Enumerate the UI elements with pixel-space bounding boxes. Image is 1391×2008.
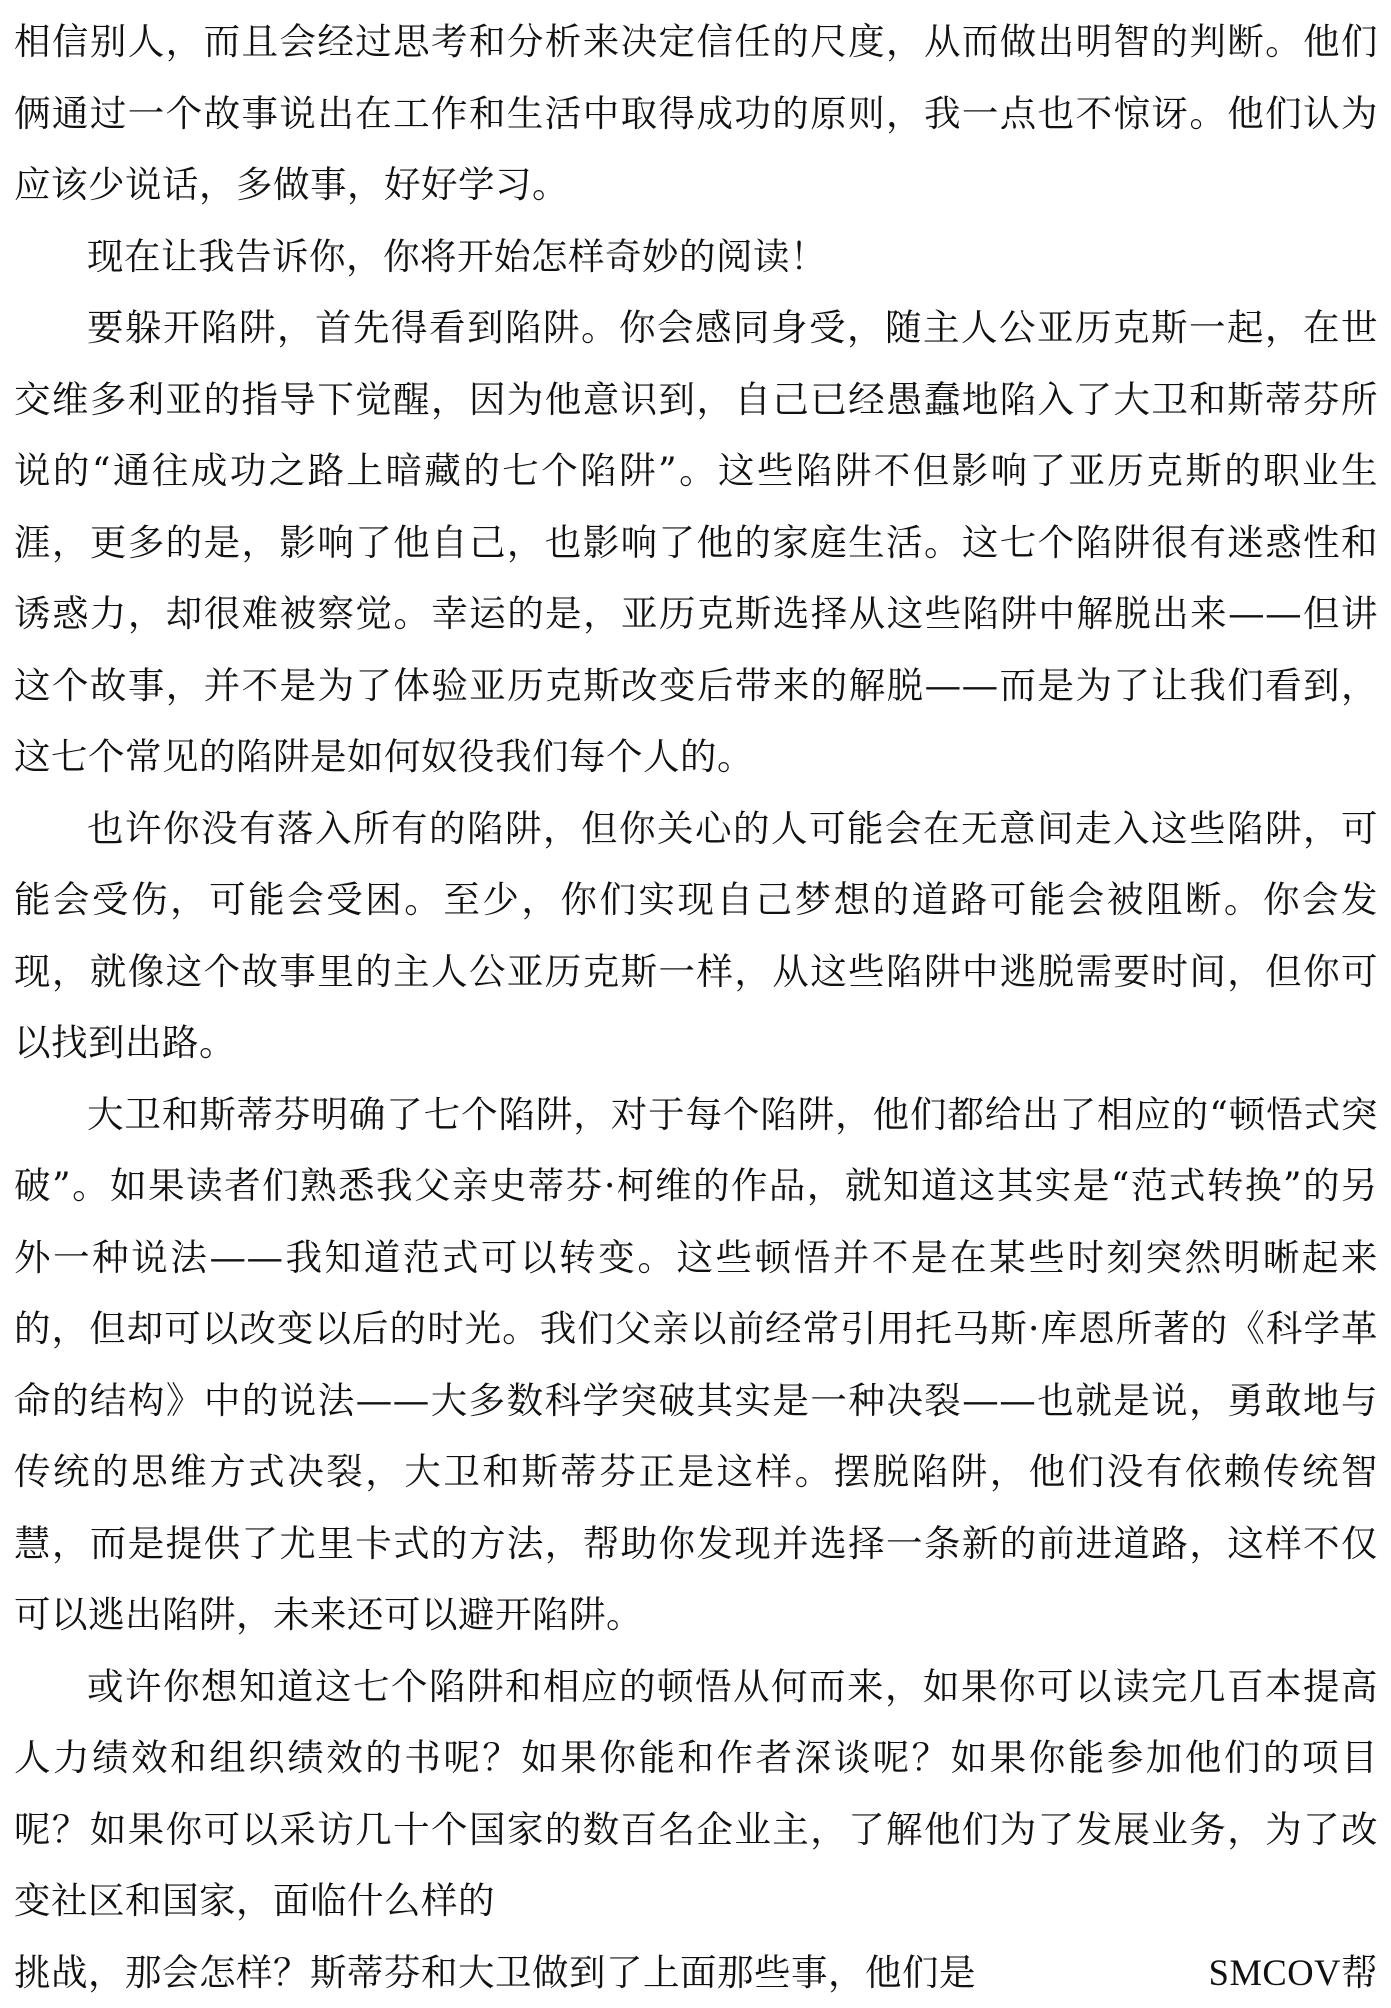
document-page [14,6,1378,2008]
paragraph-5: 大卫和斯蒂芬明确了七个陷阱，对于每个陷阱，他们都给出了相应的“顿悟式突破”。如果读者们熟悉我父亲史蒂芬·柯维的作品，就知道这其实是“范式转换”的另外一种说法——我知道范式可以转变。这些顿悟并不是在某些时刻突然明晰起来的，但却可以改变以后的时光。我们父亲以前经常引用托马斯·库恩所著的《科学革命的结构》中的说法——大多数科学突破其实是一种决裂——也就是说，勇敢地与传统的思维方式决裂，大卫和斯蒂芬正是这样。摆脱陷阱，他们没有依赖传统智慧，而是提供了尤里卡式的方法，帮助你发现并选择一条新的前进道路，这样不仅可以逃出陷阱，未来还可以避开陷阱。 [14,1079,1378,1651]
paragraph-4: 也许你没有落入所有的陷阱，但你关心的人可能会在无意间走入这些陷阱，可能会受伤，可能会受困。至少，你们实现自己梦想的道路可能会被阻断。你会发现，就像这个故事里的主人公亚历克斯一样，从这些陷阱中逃脱需要时间，但你可以找到出路。 [14,793,1378,1079]
watermark-tag: SMCOV帮 [1209,1937,1378,2008]
paragraph-6-last-line [14,1937,1378,2008]
last-line-text: 挑战，那会怎样？斯蒂芬和大卫做到了上面那些事，他们是 [14,1937,976,2008]
paragraph-2: 现在让我告诉你，你将开始怎样奇妙的阅读！ [14,221,1378,293]
paragraph-6: 或许你想知道这七个陷阱和相应的顿悟从何而来，如果你可以读完几百本提高人力绩效和组织绩效的书呢？如果你能和作者深谈呢？如果你能参加他们的项目呢？如果你可以采访几十个国家的数百名企业主，了解他们为了发展业务，为了改变社区和国家，面临什么样的 [14,1651,1378,1937]
paragraph-1: 相信别人，而且会经过思考和分析来决定信任的尺度，从而做出明智的判断。他们俩通过一个故事说出在工作和生活中取得成功的原则，我一点也不惊讶。他们认为应该少说话，多做事，好好学习。 [14,6,1378,221]
paragraph-3: 要躲开陷阱，首先得看到陷阱。你会感同身受，随主人公亚历克斯一起，在世交维多利亚的指导下觉醒，因为他意识到，自己已经愚蠢地陷入了大卫和斯蒂芬所说的“通往成功之路上暗藏的七个陷阱”。这些陷阱不但影响了亚历克斯的职业生涯，更多的是，影响了他自己，也影响了他的家庭生活。这七个陷阱很有迷惑性和诱惑力，却很难被察觉。幸运的是，亚历克斯选择从这些陷阱中解脱出来——但讲这个故事，并不是为了体验亚历克斯改变后带来的解脱——而是为了让我们看到，这七个常见的陷阱是如何奴役我们每个人的。 [14,292,1378,793]
